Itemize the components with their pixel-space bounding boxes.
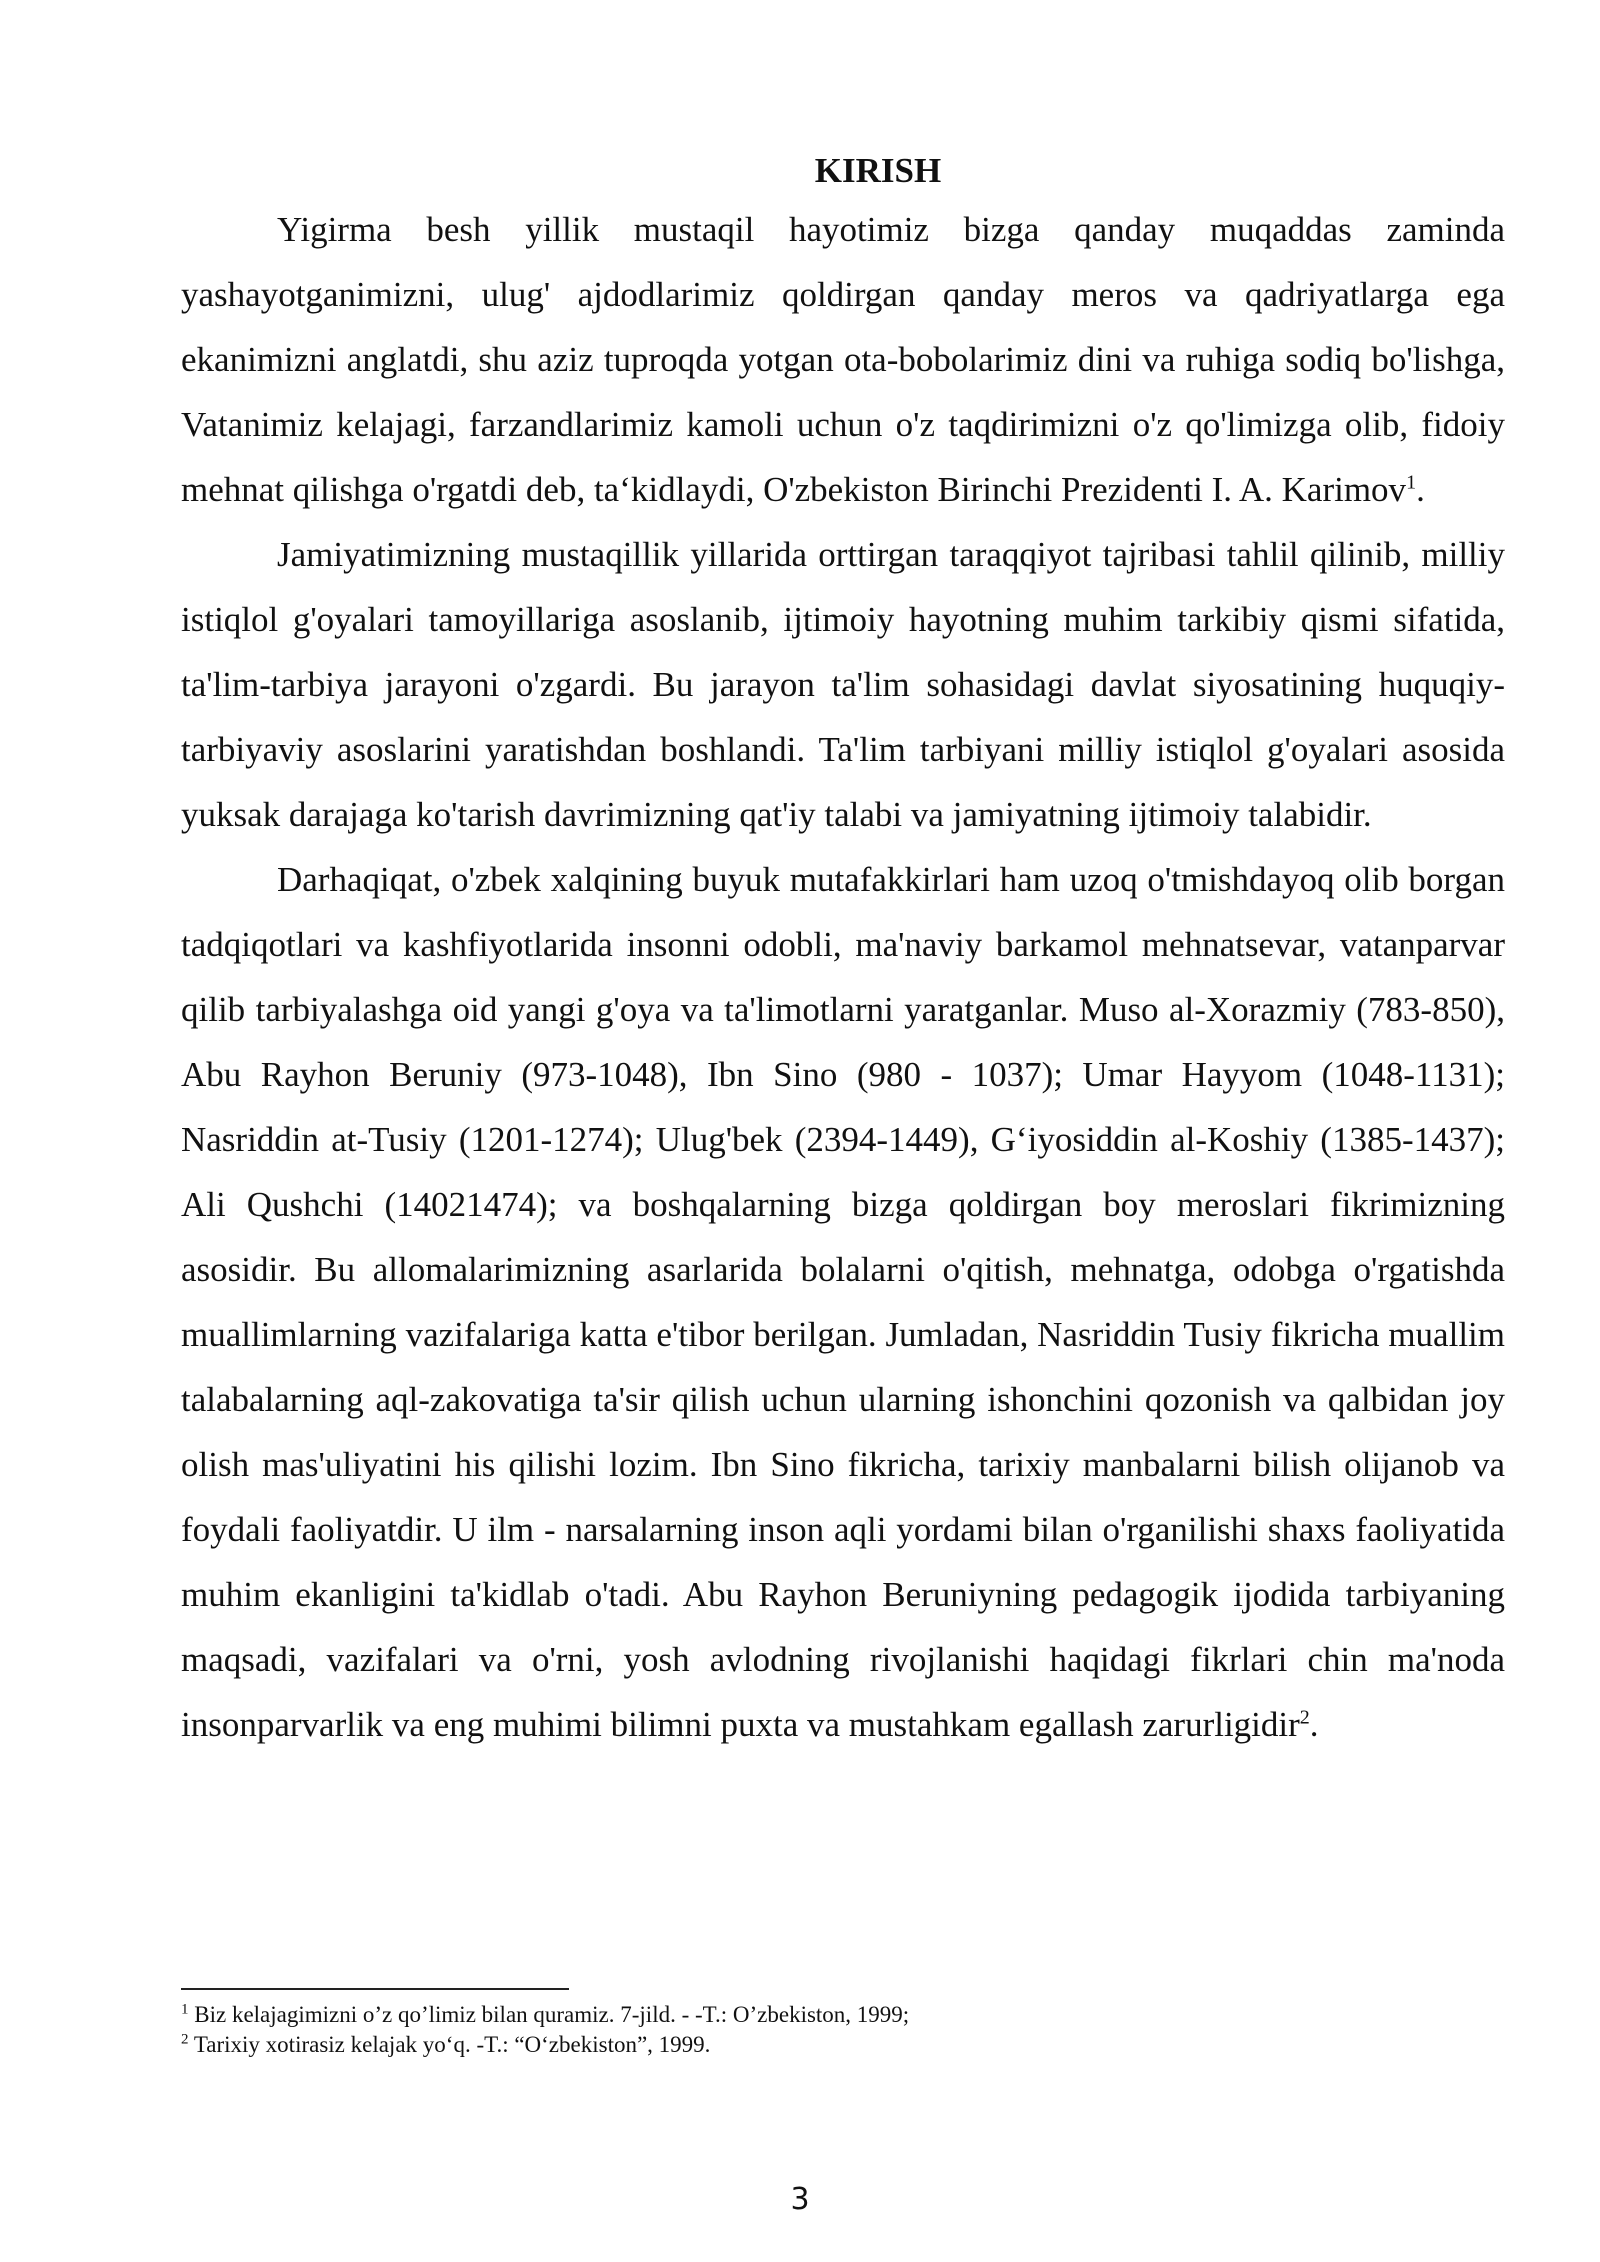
page-number: 3 xyxy=(790,2182,810,2217)
main-text xyxy=(181,145,1505,1757)
paragraph-1-text: Yigirma besh yillik mustaqil hayotimiz bizga qanday muqaddas zaminda yashayotganimizni, ulug' ajdodlarimiz qoldirgan qanday meros va qadriyatlarga ega ekanimizni anglatdi, shu aziz tuproqda yotgan ota-bobolarimiz dini va ruhiga sodiq bo'lishga, Vatanimiz kelajagi, farzandlarimiz kamoli uchun o'z taqdirimizni o'z qo'limizga olib, fidoiy mehnat qilishga o'rgatdi deb, ta‘kidlaydi, O'zbekiston Birinchi Prezidenti I. A. Karimov xyxy=(181,210,1505,509)
footnote-ref-2[interactable]: 2 xyxy=(1299,1706,1310,1729)
footnote-separator xyxy=(181,1988,569,1990)
footnote-1-marker: 1 xyxy=(181,2001,189,2018)
page-title: KIRISH xyxy=(814,151,942,190)
paragraph-3 xyxy=(181,847,1505,1757)
footnote-ref-1[interactable]: 1 xyxy=(1406,471,1417,494)
footnote-2 xyxy=(181,2030,1505,2060)
footnotes xyxy=(181,2000,1505,2060)
paragraph-2-text: Jamiyatimizning mustaqillik yillarida orttirgan taraqqiyot tajribasi tahlil qilinib, milliy istiqlol g'oyalari tamoyillariga asoslanib, ijtimoiy hayotning muhim tarkibiy qismi sifatida, ta'lim-tarbiya jarayoni o'zgardi. Bu jarayon ta'lim sohasidagi davlat siyosatining huquqiy-tarbiyaviy asoslarini yaratishdan boshlandi. Ta'lim tarbiyani milliy istiqlol g'oyalari asosida yuksak darajaga ko'tarish davrimizning qat'iy talabi va jamiyatning ijtimoiy talabidir. xyxy=(181,535,1505,834)
footnote-1 xyxy=(181,2000,1505,2030)
paragraph-1-tail: . xyxy=(1416,470,1425,509)
footnote-2-text: Tarixiy xotirasiz kelajak yo‘q. -T.: “O‘zbekiston”, 1999. xyxy=(188,2032,711,2057)
paragraph-3-text: Darhaqiqat, o'zbek xalqining buyuk mutafakkirlari ham uzoq o'tmishdayoq olib borgan tadqiqotlari va kashfiyotlarida insonni odobli, ma'naviy barkamol mehnatsevar, vatanparvar qilib tarbiyalashga oid yangi g'oya va ta'limotlarni yaratganlar. Muso al-Xorazmiy (783-850), Abu Rayhon Beruniy (973-1048), Ibn Sino (980 - 1037); Umar Hayyom (1048-1131); Nasriddin at-Tusiy (1201-1274); Ulug'bek (2394-1449), G‘iyosiddin al-Koshiy (1385-1437); Ali Qushchi (14021474); va boshqalarning bizga qoldirgan boy meroslari fikrimizning asosidir. Bu allomalarimizning asarlarida bolalarni o'qitish, mehnatga, odobga o'rgatishda muallimlarning vazifalariga katta e'tibor berilgan. Jumladan, Nasriddin Tusiy fikricha muallim talabalarning aql-zakovatiga ta'sir qilish uchun ularning ishonchini qozonish va qalbidan joy olish mas'uliyatini his qilishi lozim. Ibn Sino fikricha, tarixiy manbalarni bilish olijanob va foydali faoliyatdir. U ilm - narsalarning inson aqli yordami bilan o'rganilishi shaxs faoliyatida muhim ekanligini ta'kidlab o'tadi. Abu Rayhon Beruniyning pedagogik ijodida tarbiyaning maqsadi, vazifalari va o'rni, yosh avlodning rivojlanishi haqidagi fikrlari chin ma'noda insonparvarlik va eng muhimi bilimni puxta va mustahkam egallash zarurligidir xyxy=(181,860,1505,1744)
paragraph-1 xyxy=(181,197,1505,522)
footnote-2-marker: 2 xyxy=(181,2031,189,2048)
paragraph-2 xyxy=(181,522,1505,847)
paragraph-3-tail: . xyxy=(1309,1705,1319,1744)
footnote-1-text: Biz kelajagimizni o’z qo’limiz bilan quramiz. 7-jild. - -T.: O’zbekiston, 1999; xyxy=(188,2002,910,2027)
